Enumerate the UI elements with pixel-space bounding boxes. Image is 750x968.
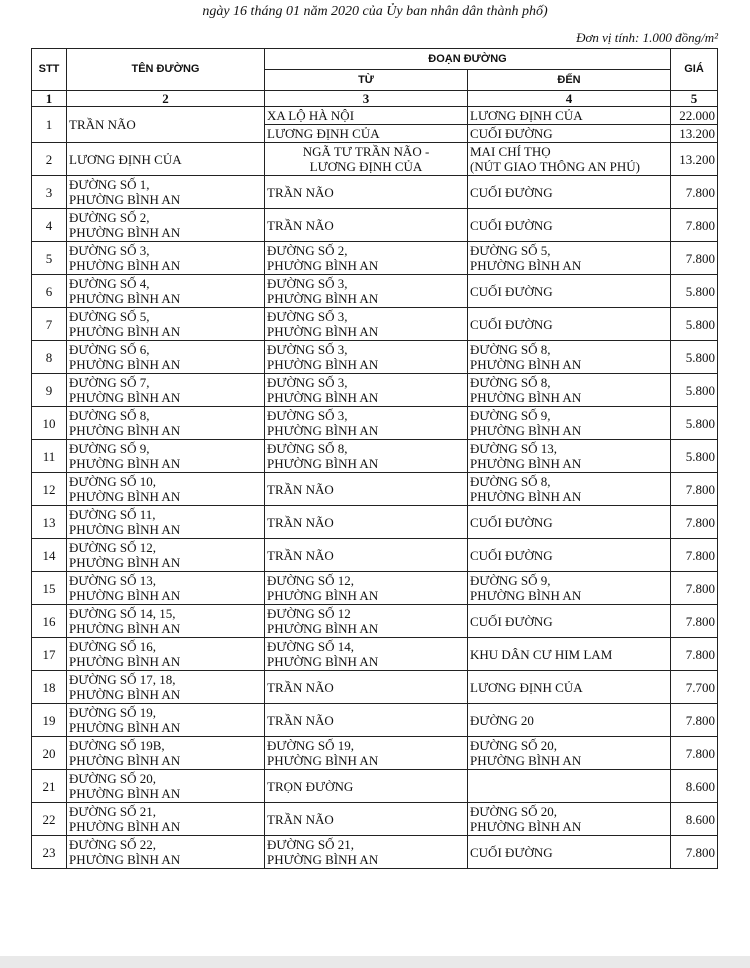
- row-price: 7.800: [671, 473, 718, 506]
- header-tu: TỪ: [265, 70, 468, 91]
- row-price: 5.800: [671, 275, 718, 308]
- row-from: TRẦN NÃO: [265, 671, 468, 704]
- row-price: 7.800: [671, 506, 718, 539]
- row-street-name: ĐƯỜNG SỐ 13, PHƯỜNG BÌNH AN: [67, 572, 265, 605]
- row-price: 5.800: [671, 407, 718, 440]
- row-stt: 23: [32, 836, 67, 869]
- row-price: 22.000: [671, 107, 718, 125]
- row-street-name: ĐƯỜNG SỐ 17, 18, PHƯỜNG BÌNH AN: [67, 671, 265, 704]
- row-stt: 7: [32, 308, 67, 341]
- col-number: 5: [671, 91, 718, 107]
- row-price: 13.200: [671, 143, 718, 176]
- table-row: [32, 671, 718, 704]
- row-to: MAI CHÍ THỌ (NÚT GIAO THÔNG AN PHÚ): [468, 143, 671, 176]
- row-to: LƯƠNG ĐỊNH CỦA: [468, 107, 671, 125]
- row-to: CUỐI ĐƯỜNG: [468, 275, 671, 308]
- row-street-name: ĐƯỜNG SỐ 6, PHƯỜNG BÌNH AN: [67, 341, 265, 374]
- row-from: TRẦN NÃO: [265, 473, 468, 506]
- row-to: ĐƯỜNG SỐ 8, PHƯỜNG BÌNH AN: [468, 341, 671, 374]
- row-to: ĐƯỜNG SỐ 8, PHƯỜNG BÌNH AN: [468, 374, 671, 407]
- table-row: [32, 836, 718, 869]
- table-row: [32, 209, 718, 242]
- table-row: [32, 473, 718, 506]
- row-to: CUỐI ĐƯỜNG: [468, 176, 671, 209]
- row-street-name: ĐƯỜNG SỐ 4, PHƯỜNG BÌNH AN: [67, 275, 265, 308]
- row-to: ĐƯỜNG SỐ 5, PHƯỜNG BÌNH AN: [468, 242, 671, 275]
- header-gia: GIÁ: [671, 49, 718, 91]
- row-street-name: ĐƯỜNG SỐ 3, PHƯỜNG BÌNH AN: [67, 242, 265, 275]
- row-to: ĐƯỜNG SỐ 13, PHƯỜNG BÌNH AN: [468, 440, 671, 473]
- row-from: ĐƯỜNG SỐ 3, PHƯỜNG BÌNH AN: [265, 374, 468, 407]
- col-number: 2: [67, 91, 265, 107]
- row-street-name: ĐƯỜNG SỐ 19B, PHƯỜNG BÌNH AN: [67, 737, 265, 770]
- row-street-name: ĐƯỜNG SỐ 19, PHƯỜNG BÌNH AN: [67, 704, 265, 737]
- row-to: CUỐI ĐƯỜNG: [468, 836, 671, 869]
- row-to: CUỐI ĐƯỜNG: [468, 308, 671, 341]
- row-street-name: ĐƯỜNG SỐ 2, PHƯỜNG BÌNH AN: [67, 209, 265, 242]
- row-from: ĐƯỜNG SỐ 12 PHƯỜNG BÌNH AN: [265, 605, 468, 638]
- table-row: [32, 374, 718, 407]
- row-from: TRỌN ĐƯỜNG: [265, 770, 468, 803]
- row-street-name: ĐƯỜNG SỐ 12, PHƯỜNG BÌNH AN: [67, 539, 265, 572]
- table-row: [32, 275, 718, 308]
- table-row: [32, 341, 718, 374]
- row-to: KHU DÂN CƯ HIM LAM: [468, 638, 671, 671]
- table-row: [32, 605, 718, 638]
- row-price: 7.800: [671, 539, 718, 572]
- row-price: 5.800: [671, 308, 718, 341]
- table-row: [32, 440, 718, 473]
- row-street-name: ĐƯỜNG SỐ 11, PHƯỜNG BÌNH AN: [67, 506, 265, 539]
- row-stt: 13: [32, 506, 67, 539]
- row-price: 13.200: [671, 125, 718, 143]
- column-number-row: [32, 91, 718, 107]
- table-row: [32, 539, 718, 572]
- row-to: ĐƯỜNG SỐ 20, PHƯỜNG BÌNH AN: [468, 803, 671, 836]
- table-row: [32, 704, 718, 737]
- row-to: [468, 770, 671, 803]
- row-to: CUỐI ĐƯỜNG: [468, 605, 671, 638]
- row-price: 5.800: [671, 374, 718, 407]
- row-stt: 12: [32, 473, 67, 506]
- row-street-name: TRẦN NÃO: [67, 107, 265, 143]
- row-price: 7.800: [671, 209, 718, 242]
- table-row: [32, 737, 718, 770]
- table-body: [32, 107, 718, 869]
- table-row: [32, 176, 718, 209]
- row-from: TRẦN NÃO: [265, 539, 468, 572]
- row-stt: 21: [32, 770, 67, 803]
- row-street-name: ĐƯỜNG SỐ 5, PHƯỜNG BÌNH AN: [67, 308, 265, 341]
- row-stt: 9: [32, 374, 67, 407]
- col-number: 1: [32, 91, 67, 107]
- row-price: 7.800: [671, 704, 718, 737]
- row-price: 7.800: [671, 737, 718, 770]
- document-subtitle: ngày 16 tháng 01 năm 2020 của Ủy ban nhân dân thành phố): [202, 4, 548, 19]
- land-price-table: [31, 48, 718, 869]
- row-stt: 22: [32, 803, 67, 836]
- row-from: LƯƠNG ĐỊNH CỦA: [265, 125, 468, 143]
- row-from: TRẦN NÃO: [265, 506, 468, 539]
- table-row: [32, 572, 718, 605]
- row-to: ĐƯỜNG SỐ 9, PHƯỜNG BÌNH AN: [468, 407, 671, 440]
- row-to: CUỐI ĐƯỜNG: [468, 506, 671, 539]
- row-from: ĐƯỜNG SỐ 3, PHƯỜNG BÌNH AN: [265, 407, 468, 440]
- row-stt: 15: [32, 572, 67, 605]
- row-stt: 1: [32, 107, 67, 143]
- row-stt: 4: [32, 209, 67, 242]
- col-number: 4: [468, 91, 671, 107]
- row-price: 7.800: [671, 605, 718, 638]
- row-from: TRẦN NÃO: [265, 704, 468, 737]
- row-street-name: ĐƯỜNG SỐ 21, PHƯỜNG BÌNH AN: [67, 803, 265, 836]
- row-from: ĐƯỜNG SỐ 2, PHƯỜNG BÌNH AN: [265, 242, 468, 275]
- row-from: ĐƯỜNG SỐ 14, PHƯỜNG BÌNH AN: [265, 638, 468, 671]
- row-stt: 17: [32, 638, 67, 671]
- row-to: ĐƯỜNG 20: [468, 704, 671, 737]
- header-stt: STT: [32, 49, 67, 91]
- row-from: TRẦN NÃO: [265, 209, 468, 242]
- row-stt: 8: [32, 341, 67, 374]
- row-from: NGÃ TƯ TRẦN NÃO - LƯƠNG ĐỊNH CỦA: [265, 143, 468, 176]
- row-to: CUỐI ĐƯỜNG: [468, 125, 671, 143]
- table-row: [32, 143, 718, 176]
- table-row: [32, 506, 718, 539]
- col-number: 3: [265, 91, 468, 107]
- row-from: ĐƯỜNG SỐ 21, PHƯỜNG BÌNH AN: [265, 836, 468, 869]
- row-stt: 5: [32, 242, 67, 275]
- row-from: ĐƯỜNG SỐ 19, PHƯỜNG BÌNH AN: [265, 737, 468, 770]
- header-den: ĐẾN: [468, 70, 671, 91]
- table-row: [32, 308, 718, 341]
- row-stt: 3: [32, 176, 67, 209]
- row-price: 7.700: [671, 671, 718, 704]
- row-street-name: LƯƠNG ĐỊNH CỦA: [67, 143, 265, 176]
- row-street-name: ĐƯỜNG SỐ 22, PHƯỜNG BÌNH AN: [67, 836, 265, 869]
- row-price: 5.800: [671, 440, 718, 473]
- row-price: 7.800: [671, 176, 718, 209]
- row-stt: 19: [32, 704, 67, 737]
- row-from: ĐƯỜNG SỐ 3, PHƯỜNG BÌNH AN: [265, 341, 468, 374]
- row-street-name: ĐƯỜNG SỐ 16, PHƯỜNG BÌNH AN: [67, 638, 265, 671]
- row-price: 8.600: [671, 770, 718, 803]
- row-stt: 2: [32, 143, 67, 176]
- row-stt: 6: [32, 275, 67, 308]
- table-row: [32, 407, 718, 440]
- row-street-name: ĐƯỜNG SỐ 9, PHƯỜNG BÌNH AN: [67, 440, 265, 473]
- bottom-strip: [0, 956, 750, 968]
- row-street-name: ĐƯỜNG SỐ 1, PHƯỜNG BÌNH AN: [67, 176, 265, 209]
- row-to: ĐƯỜNG SỐ 8, PHƯỜNG BÌNH AN: [468, 473, 671, 506]
- header-ten-duong: TÊN ĐƯỜNG: [67, 49, 265, 91]
- row-to: ĐƯỜNG SỐ 9, PHƯỜNG BÌNH AN: [468, 572, 671, 605]
- row-price: 8.600: [671, 803, 718, 836]
- row-to: LƯƠNG ĐỊNH CỦA: [468, 671, 671, 704]
- row-price: 7.800: [671, 242, 718, 275]
- row-to: ĐƯỜNG SỐ 20, PHƯỜNG BÌNH AN: [468, 737, 671, 770]
- row-from: TRẦN NÃO: [265, 803, 468, 836]
- row-price: 7.800: [671, 836, 718, 869]
- table-row: [32, 770, 718, 803]
- row-from: TRẦN NÃO: [265, 176, 468, 209]
- row-stt: 20: [32, 737, 67, 770]
- table-row: [32, 803, 718, 836]
- row-street-name: ĐƯỜNG SỐ 14, 15, PHƯỜNG BÌNH AN: [67, 605, 265, 638]
- row-stt: 10: [32, 407, 67, 440]
- unit-note: Đơn vị tính: 1.000 đồng/m²: [576, 30, 718, 45]
- row-street-name: ĐƯỜNG SỐ 7, PHƯỜNG BÌNH AN: [67, 374, 265, 407]
- row-from: ĐƯỜNG SỐ 12, PHƯỜNG BÌNH AN: [265, 572, 468, 605]
- row-from: XA LỘ HÀ NỘI: [265, 107, 468, 125]
- row-stt: 16: [32, 605, 67, 638]
- row-from: ĐƯỜNG SỐ 8, PHƯỜNG BÌNH AN: [265, 440, 468, 473]
- table-row: [32, 107, 718, 125]
- row-price: 7.800: [671, 638, 718, 671]
- row-to: CUỐI ĐƯỜNG: [468, 539, 671, 572]
- row-price: 7.800: [671, 572, 718, 605]
- row-to: CUỐI ĐƯỜNG: [468, 209, 671, 242]
- table-row: [32, 638, 718, 671]
- row-street-name: ĐƯỜNG SỐ 10, PHƯỜNG BÌNH AN: [67, 473, 265, 506]
- row-street-name: ĐƯỜNG SỐ 8, PHƯỜNG BÌNH AN: [67, 407, 265, 440]
- row-from: ĐƯỜNG SỐ 3, PHƯỜNG BÌNH AN: [265, 308, 468, 341]
- row-stt: 18: [32, 671, 67, 704]
- row-stt: 11: [32, 440, 67, 473]
- row-from: ĐƯỜNG SỐ 3, PHƯỜNG BÌNH AN: [265, 275, 468, 308]
- row-street-name: ĐƯỜNG SỐ 20, PHƯỜNG BÌNH AN: [67, 770, 265, 803]
- table-row: [32, 242, 718, 275]
- row-price: 5.800: [671, 341, 718, 374]
- header-doan-duong: ĐOẠN ĐƯỜNG: [265, 49, 671, 70]
- row-stt: 14: [32, 539, 67, 572]
